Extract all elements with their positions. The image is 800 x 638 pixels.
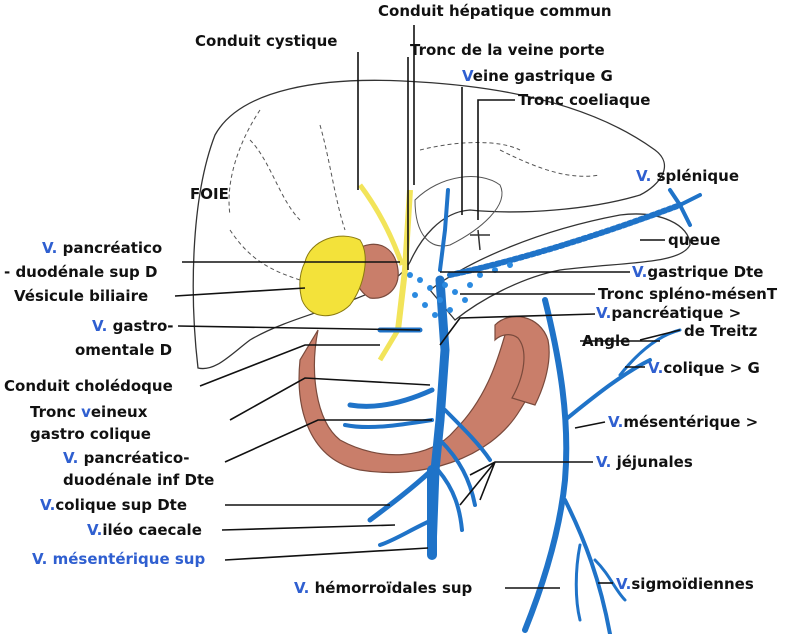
veine-sigmoid-branch xyxy=(576,545,580,620)
label-text: gastro- xyxy=(107,317,174,335)
veine-sigmoidiennes xyxy=(565,500,610,634)
label-tronc-spleno: Tronc spléno-mésenT xyxy=(598,285,778,303)
label-prefix: v xyxy=(81,403,91,421)
label-sigmoidiennes xyxy=(616,576,754,593)
label-prefix: V. xyxy=(596,453,612,471)
label-mesenterique-inf xyxy=(608,414,758,431)
label-choledoque: Conduit cholédoque xyxy=(4,377,173,395)
leader-mesenterique-inf xyxy=(575,422,605,428)
leader-choledoque xyxy=(200,345,380,386)
label-text: mésentérique > xyxy=(623,413,759,431)
label-text: colique > G xyxy=(663,359,760,377)
liver-label: FOIE xyxy=(190,185,229,203)
label-text: iléo caecale xyxy=(102,521,202,539)
label-splenique xyxy=(636,168,739,185)
label-text: gastrique Dte xyxy=(647,263,764,281)
veine-tronc-gastro-colique xyxy=(350,390,432,406)
label-pancreatico-inf-line2: duodénale inf Dte xyxy=(63,471,215,489)
label-prefix: V. xyxy=(636,167,652,185)
label-hemorroidales xyxy=(294,580,472,597)
label-colique-sup xyxy=(40,497,187,514)
label-text: sigmoïdiennes xyxy=(631,575,754,593)
label-prefix: V. xyxy=(92,317,108,335)
veine-jejunale xyxy=(438,470,462,530)
label-text: pancréatico- xyxy=(78,449,190,467)
liver-segment-line xyxy=(229,110,260,215)
label-ileo xyxy=(87,522,202,539)
label-text: eineux xyxy=(90,403,148,421)
label-mesenterique-sup: V. mésentérique sup xyxy=(32,550,206,568)
label-prefix: V. xyxy=(40,496,56,514)
label-vesicule: Vésicule biliaire xyxy=(14,287,149,305)
choledoque-duct xyxy=(380,330,398,360)
label-text: colique sup Dte xyxy=(55,496,188,514)
label-prefix: V. xyxy=(294,579,310,597)
label-tronc-veineux xyxy=(30,404,147,421)
liver-segment-line xyxy=(230,230,300,280)
tronc-coeliaque-vessel xyxy=(470,230,490,250)
label-prefix: V. xyxy=(87,521,103,539)
label-text: pancréatico xyxy=(57,239,163,257)
veine-pancreatico-inf xyxy=(345,420,432,427)
leader-tronc-coeliaque xyxy=(478,100,515,220)
label-conduit-cystique: Conduit cystique xyxy=(195,32,338,50)
label-tronc-veineux-line2: gastro colique xyxy=(30,425,151,443)
label-pancreatico-sup-line2: - duodénale sup D xyxy=(4,263,158,281)
label-angle: Angle xyxy=(582,332,631,350)
veine-ileo-caecale xyxy=(380,520,432,545)
label-prefix: V. xyxy=(596,304,612,322)
liver-segment-line xyxy=(500,150,600,176)
label-prefix: V. xyxy=(608,413,624,431)
label-prefix: V. xyxy=(648,359,664,377)
leader-ileo xyxy=(222,525,395,530)
label-text: jéjunales xyxy=(611,453,693,471)
label-prefix: V. xyxy=(632,263,648,281)
label-queue: queue xyxy=(668,231,721,249)
label-gastro-omentale xyxy=(92,318,173,335)
veine-colique-g xyxy=(565,360,650,420)
liver-outline xyxy=(193,80,664,368)
label-de-treitz: de Treitz xyxy=(684,322,758,340)
liver-segment-line xyxy=(320,125,345,230)
leader-tronc-gastro-colique xyxy=(230,378,430,420)
label-pancreatico-inf xyxy=(63,450,189,467)
label-prefix: V. xyxy=(42,239,58,257)
label-text: splénique xyxy=(651,167,739,185)
label-text: eine gastrique G xyxy=(472,67,613,85)
label-text: hémorroïdales sup xyxy=(309,579,473,597)
label-gastro-omentale-line2: omentale D xyxy=(75,341,173,359)
label-gastrique-dte xyxy=(632,264,763,281)
gallbladder xyxy=(300,236,365,316)
label-prefix: V. xyxy=(616,575,632,593)
label-prefix: V. xyxy=(63,449,79,467)
label-prefix: V xyxy=(462,67,473,85)
label-pancreatique xyxy=(596,305,741,322)
label-veine-gastrique-g xyxy=(462,68,613,85)
label-text: pancréatique > xyxy=(611,304,742,322)
label-tronc-veine-porte: Tronc de la veine porte xyxy=(410,41,605,59)
liver-segment-line xyxy=(420,143,520,151)
label-jejunales xyxy=(596,454,693,471)
label-colique-g xyxy=(648,360,760,377)
veine-colique-sup xyxy=(370,470,432,520)
label-conduit-hepatique: Conduit hépatique commun xyxy=(378,2,612,20)
leader-mesenterique-sup xyxy=(225,548,428,560)
leader-jejunales xyxy=(460,462,593,505)
veine-gastrique-g xyxy=(440,190,448,270)
liver-segment-line xyxy=(250,140,300,220)
label-tronc-coeliaque: Tronc coeliaque xyxy=(518,91,651,109)
leader-vesicule xyxy=(175,288,305,296)
label-text: Tronc xyxy=(30,403,82,421)
label-pancreatico-sup xyxy=(42,240,162,257)
